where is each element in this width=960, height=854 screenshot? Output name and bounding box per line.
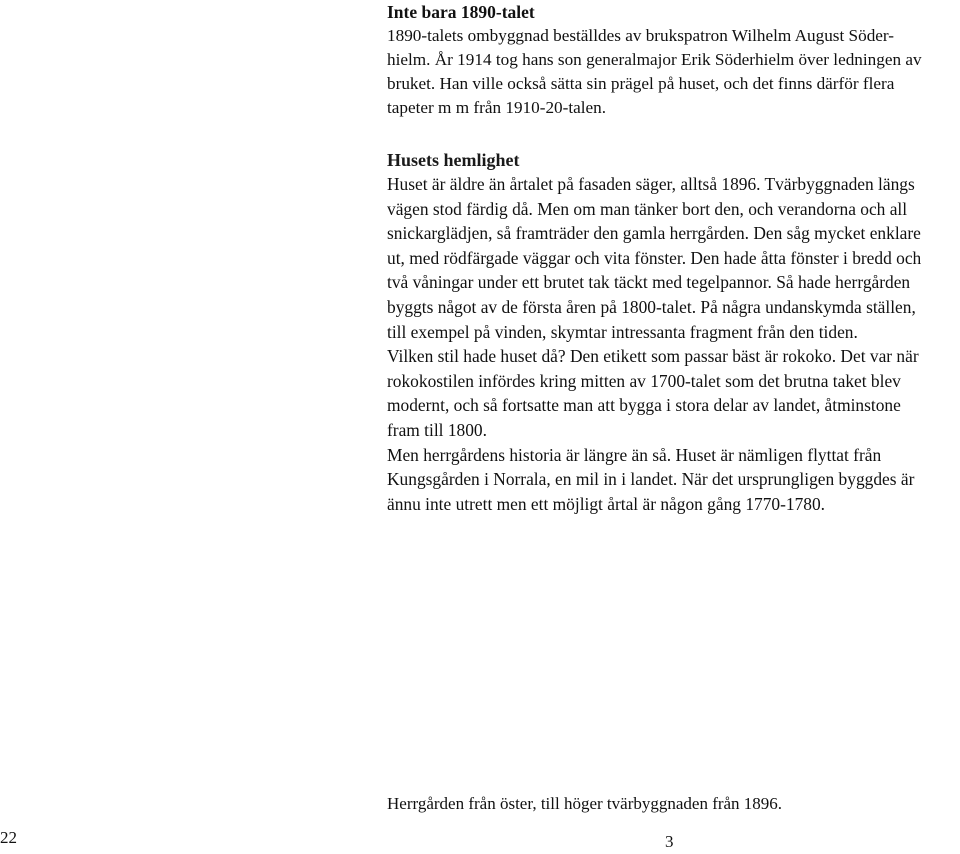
section-heading: Inte bara 1890-talet xyxy=(387,2,535,22)
page-number-center: 3 xyxy=(665,832,674,851)
text-line: Vilken stil hade huset då? Den etikett som passar bäst är rokoko. Det var när xyxy=(387,346,919,367)
section-body xyxy=(387,172,955,516)
text-line: byggts något av de första åren på 1800-talet. På några undanskymda ställen, xyxy=(387,296,916,317)
text-line: ut, med rödfärgade väggar och vita fönster. Den hade åtta fönster i bredd och xyxy=(387,247,922,268)
text-line: bruket. Han ville också sätta sin prägel på huset, och det finns därför flera xyxy=(387,74,895,93)
text-line: modernt, och så fortsatte man att bygga i stora delar av landet, åtminstone xyxy=(387,395,901,416)
section-husets-hemlighet xyxy=(387,148,955,516)
text-line: snickarglädjen, så framträder den gamla herrgården. Den såg mycket enklare xyxy=(387,223,921,244)
text-line: fram till 1800. xyxy=(387,419,487,440)
text-line: hielm. År 1914 tog hans son generalmajor Erik Söderhielm över ledningen av xyxy=(387,50,922,69)
text-line: 1890-talets ombyggnad beställdes av brukspatron Wilhelm August Söder- xyxy=(387,26,895,45)
text-line: ännu inte utrett men ett möjligt årtal är någon gång 1770-1780. xyxy=(387,493,826,514)
section-body xyxy=(387,24,955,120)
text-line: Kungsgården i Norrala, en mil in i landet. När det ursprungligen byggdes är xyxy=(387,469,915,490)
text-line: vägen stod färdig då. Men om man tänker bort den, och verandorna och all xyxy=(387,198,908,219)
section-inte-bara-1890-talet xyxy=(387,0,955,120)
photo-caption: Herrgården från öster, till höger tvärbyggnaden från 1896. xyxy=(387,794,783,813)
text-line: Men herrgårdens historia är längre än så. Huset är nämligen flyttat från xyxy=(387,444,882,465)
section-heading: Husets hemlighet xyxy=(387,150,520,170)
text-line: rokokostilen infördes kring mitten av 1700-talet som det brutna taket blev xyxy=(387,370,901,391)
text-line: Huset är äldre än årtalet på fasaden säger, alltså 1896. Tvärbyggnaden längs xyxy=(387,174,915,194)
page-number-left: 22 xyxy=(0,828,17,847)
text-line: till exempel på vinden, skymtar intressanta fragment från den tiden. xyxy=(387,321,858,342)
text-line: tapeter m m från 1910-20-talen. xyxy=(387,98,607,117)
text-line: två våningar under ett brutet tak täckt med tegelpannor. Så hade herrgården xyxy=(387,272,911,293)
